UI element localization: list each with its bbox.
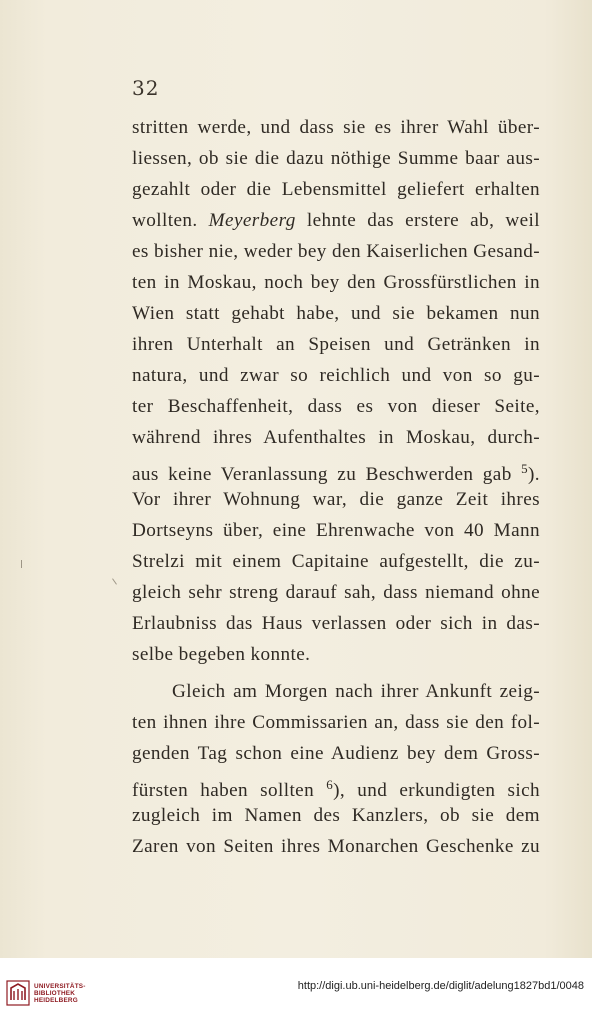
text-run: wollten. [132,210,209,231]
text-run: Wien statt gehabt habe, und sie bekamen nun [132,303,540,324]
text-line [132,236,540,267]
text-line [132,738,540,769]
margin-mark [112,578,117,584]
logo-line: UNIVERSITÄTS- [34,983,86,990]
text-line [132,484,540,515]
source-url-link[interactable]: http://digi.ub.uni-heidelberg.de/diglit/adelung1827bd1/0048 [297,980,584,992]
text-run: ten in Moskau, noch bey den Grossfürstlichen in [132,272,540,293]
text-run: Dortseyns über, eine Ehrenwache von 40 Mann [132,520,540,541]
text-run: ihren Unterhalt an Speisen und Getränken in [132,334,540,355]
text-line [132,546,540,577]
text-run: Vor ihrer Wohnung war, die ganze Zeit ihres [132,489,540,510]
text-run: gezahlt oder die Lebensmittel geliefert erhalten [132,179,540,200]
text-line [132,174,540,205]
library-logo-text [34,983,86,1004]
text-run: es bisher nie, weder bey den Kaiserlichen Gesand- [132,241,540,262]
text-line [132,515,540,546]
body-text [132,112,540,862]
text-run: liessen, ob sie die dazu nöthige Summe baar aus- [132,148,540,169]
text-line [132,676,540,707]
text-run: lehnte das erstere ab, weil [295,210,541,231]
text-line [132,143,540,174]
footnote-ref: 6 [326,777,334,792]
logo-line: HEIDELBERG [34,997,78,1004]
text-run: Zaren von Seiten ihres Monarchen Geschenke zu [132,836,540,857]
margin-mark [21,560,22,568]
text-run: Gleich am Morgen nach ihrer Ankunft zeig- [172,681,540,702]
text-line [132,112,540,143]
text-run: genden Tag schon eine Audienz bey dem Gross- [132,743,540,764]
person-name: Meyerberg [208,210,296,231]
text-run: fürsten haben sollten [132,780,327,801]
text-line [132,391,540,422]
text-line [132,831,540,862]
text-run: zugleich im Namen des Kanzlers, ob sie dem [132,805,540,826]
text-run: natura, und zwar so reichlich und von so gu- [132,365,540,386]
text-line [132,453,540,484]
text-line [132,422,540,453]
text-run: Erlaubniss das Haus verlassen oder sich in das- [132,613,540,634]
text-run: gleich sehr streng darauf sah, dass niemand ohne [132,582,540,603]
page-number: 32 [132,76,160,100]
text-line [132,298,540,329]
text-line [132,267,540,298]
library-logo-icon [6,980,30,1006]
footnote-ref: 5 [521,461,528,476]
text-line [132,769,540,800]
text-run: während ihres Aufenthaltes in Moskau, durch- [132,427,540,448]
text-run: ter Beschaffenheit, dass es von dieser Seite, [132,396,540,417]
text-run: ). [528,464,540,485]
text-line [132,577,540,608]
text-line [132,329,540,360]
text-run: stritten werde, und dass sie es ihrer Wahl über- [132,117,540,138]
text-line [132,707,540,738]
text-line [132,608,540,639]
logo-line: BIBLIOTHEK [34,990,76,997]
text-line [132,639,540,670]
text-run: Strelzi mit einem Capitaine aufgestellt, die zu- [132,551,540,572]
text-line [132,360,540,391]
text-line [132,800,540,831]
text-line [132,205,540,236]
text-run: ), und erkundigten sich [333,780,540,801]
text-run: ten ihnen ihre Commissarien an, dass sie den fol- [132,712,540,733]
text-run: aus keine Veranlassung zu Beschwerden gab [132,464,522,485]
text-run: selbe begeben konnte. [132,644,311,665]
